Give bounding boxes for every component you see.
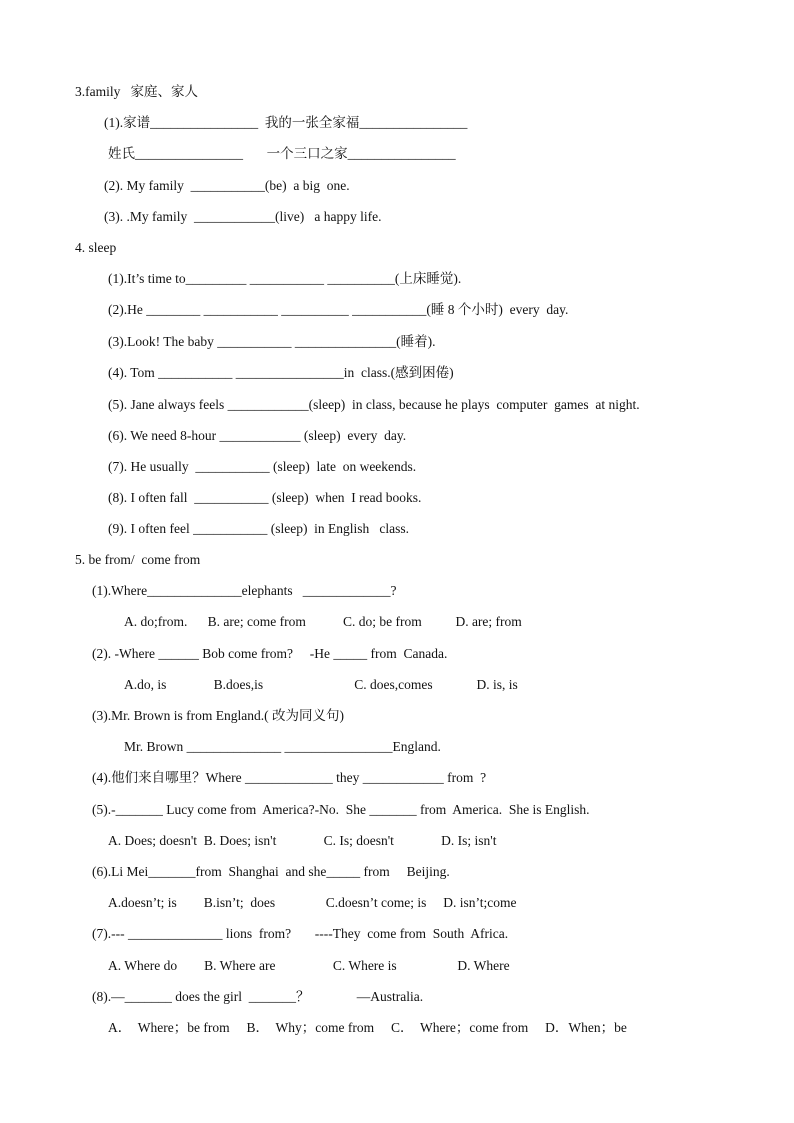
befrom-q4: (4).他们来自哪里？Where _____________ they ____________ from ? xyxy=(92,770,487,785)
befrom-q2: (2). -Where ______ Bob come from? -He _____ from Canada. xyxy=(92,646,448,661)
family-q2: (2). My family ___________(be) a big one. xyxy=(104,178,350,193)
befrom-q8: (8).—_______ does the girl _______？ —Australia. xyxy=(92,989,424,1004)
befrom-q3: (3).Mr. Brown is from England.( 改为同义句) xyxy=(92,708,344,723)
sleep-q7: (7). He usually ___________ (sleep) late on weekends. xyxy=(108,459,417,474)
befrom-q3-answer: Mr. Brown ______________ ________________England. xyxy=(124,739,441,754)
befrom-q1-options: A. do;from. B. are; come from C. do; be from D. are; from xyxy=(124,614,522,629)
sleep-q4: (4). Tom ___________ ________________in class.(感到困倦) xyxy=(108,365,454,380)
befrom-q5-options: A. Does; doesn't B. Does; isn't C. Is; doesn't D. Is; isn't xyxy=(108,833,497,848)
family-q1-cont: 姓氏________________ 一个三口之家________________ xyxy=(108,146,456,161)
heading-family: 3.family 家庭、家人 xyxy=(75,84,198,99)
sleep-q8: (8). I often fall ___________ (sleep) when I read books. xyxy=(108,490,422,505)
sleep-q6: (6). We need 8-hour ____________ (sleep) every day. xyxy=(108,428,407,443)
sleep-q1: (1).It’s time to_________ ___________ __________(上床睡觉). xyxy=(108,271,462,286)
befrom-q6: (6).Li Mei_______from Shanghai and she_____ from Beijing. xyxy=(92,864,450,879)
heading-be-from: 5. be from/ come from xyxy=(75,552,201,567)
befrom-q7-options: A. Where do B. Where are C. Where is D. Where xyxy=(108,958,510,973)
family-q3: (3). .My family ____________(live) a happy life. xyxy=(104,209,382,224)
befrom-q6-options: A.doesn’t; is B.isn’t; does C.doesn’t come; is D. isn’t;come xyxy=(108,895,517,910)
befrom-q8-options: A． Where；be from B． Why；come from C． Where；come from D．When；be xyxy=(108,1020,627,1035)
befrom-q2-options: A.do, is B.does,is C. does,comes D. is, is xyxy=(124,677,518,692)
sleep-q5: (5). Jane always feels ____________(sleep) in class, because he plays computer games at night. xyxy=(108,397,640,412)
sleep-q3: (3).Look! The baby ___________ _______________(睡着). xyxy=(108,334,436,349)
befrom-q7: (7).--- ______________ lions from? ----They come from South Africa. xyxy=(92,926,509,941)
sleep-q2: (2).He ________ ___________ __________ ___________(睡 8 个小时) every day. xyxy=(108,302,569,317)
heading-sleep: 4. sleep xyxy=(75,240,117,255)
befrom-q5: (5).-_______ Lucy come from America?-No. She _______ from America. She is English. xyxy=(92,802,590,817)
family-q1: (1).家谱________________ 我的一张全家福________________ xyxy=(104,115,468,130)
befrom-q1: (1).Where______________elephants _____________? xyxy=(92,583,397,598)
sleep-q9: (9). I often feel ___________ (sleep) in English class. xyxy=(108,521,410,536)
